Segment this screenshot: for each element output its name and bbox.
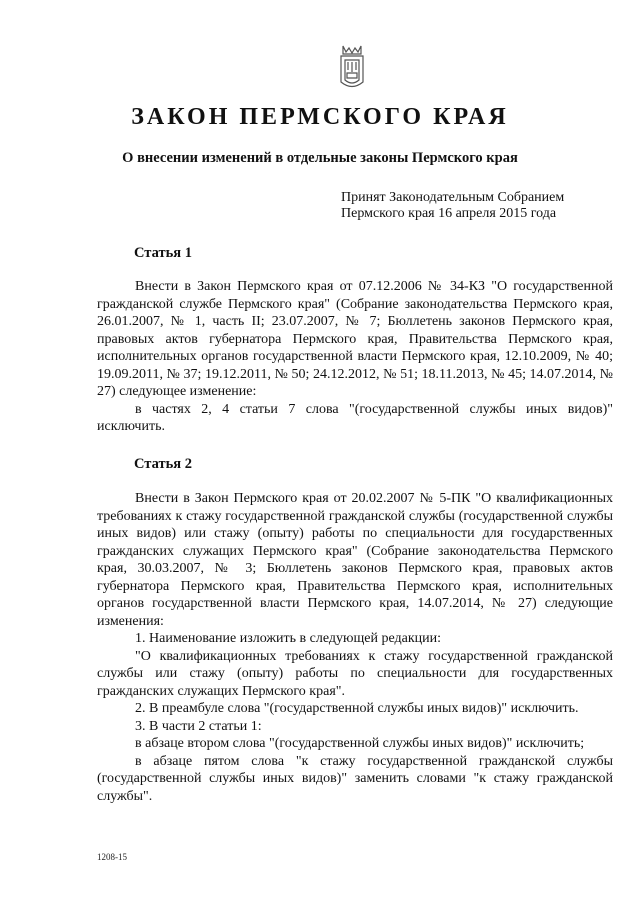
article-2-paragraph: 3. В части 2 статьи 1:: [135, 718, 262, 734]
adoption-note-line2: Пермского края 16 апреля 2015 года: [341, 206, 557, 221]
article-1-heading: Статья 1: [134, 245, 192, 261]
article-2-paragraph: Внести в Закон Пермского края от 20.02.2007 № 5-ПК "О квалификационных требованиях к стажу государственной гражданской службы (государственной службы иных видов) или стажу (опыту) работы по специальности для государственных гражданских служащих Пермского края" (Собрание законодательства Пермского края, 30.03.2007, № 3; Бюллетень законов Пермского края, правовых актов губернатора Пермского края, Правительства Пермского края, исполнительных органов государственной власти Пермского края, 14.07.2014, № 27) следующие изменения:: [97, 491, 613, 629]
article-1-body: [97, 278, 613, 436]
coat-of-arms-emblem: [337, 42, 367, 92]
article-2-body: [97, 490, 613, 805]
article-2-heading: Статья 2: [134, 456, 192, 472]
article-2-paragraph: 1. Наименование изложить в следующей редакции:: [135, 631, 441, 646]
adoption-note: [341, 190, 621, 222]
article-2-paragraph: "О квалификационных требованиях к стажу государственной гражданской службы или стажу (опыту) работы по специальности для государственных гражданских служащих Пермского края".: [97, 648, 613, 699]
article-1-paragraph: Внести в Закон Пермского края от 07.12.2006 № 34-КЗ "О государственной гражданской службе Пермского края" (Собрание законодательства Пермского края, 26.01.2007, № 1, часть II; 23.07.2007, № 7; Бюллетень законов Пермского края, правовых актов губернатора Пермского края, Правительства Пермского края, исполнительных органов государственной власти Пермского края, 12.10.2009, № 40; 19.09.2011, № 37; 19.12.2011, № 50; 24.12.2012, № 51; 18.11.2013, № 45; 14.07.2014, № 27) следующее изменение:: [97, 279, 613, 399]
law-title: ЗАКОН ПЕРМСКОГО КРАЯ: [131, 104, 509, 130]
document-code: 1208-15: [97, 852, 127, 862]
article-2-paragraph: в абзаце втором слова "(государственной службы иных видов)" исключить;: [135, 736, 585, 751]
article-2-paragraph: 2. В преамбуле слова "(государственной службы иных видов)" исключить.: [135, 701, 579, 716]
article-1-paragraph: в частях 2, 4 статьи 7 слова "(государственной службы иных видов)" исключить.: [97, 401, 613, 434]
law-subtitle: О внесении изменений в отдельные законы Пермского края: [122, 150, 518, 166]
adoption-note-line1: Принят Законодательным Собранием: [341, 190, 565, 205]
article-2-paragraph: в абзаце пятом слова "к стажу государственной гражданской службы (государственной службы иных видов)" заменить словами "к стажу гражданской службы".: [97, 753, 613, 804]
